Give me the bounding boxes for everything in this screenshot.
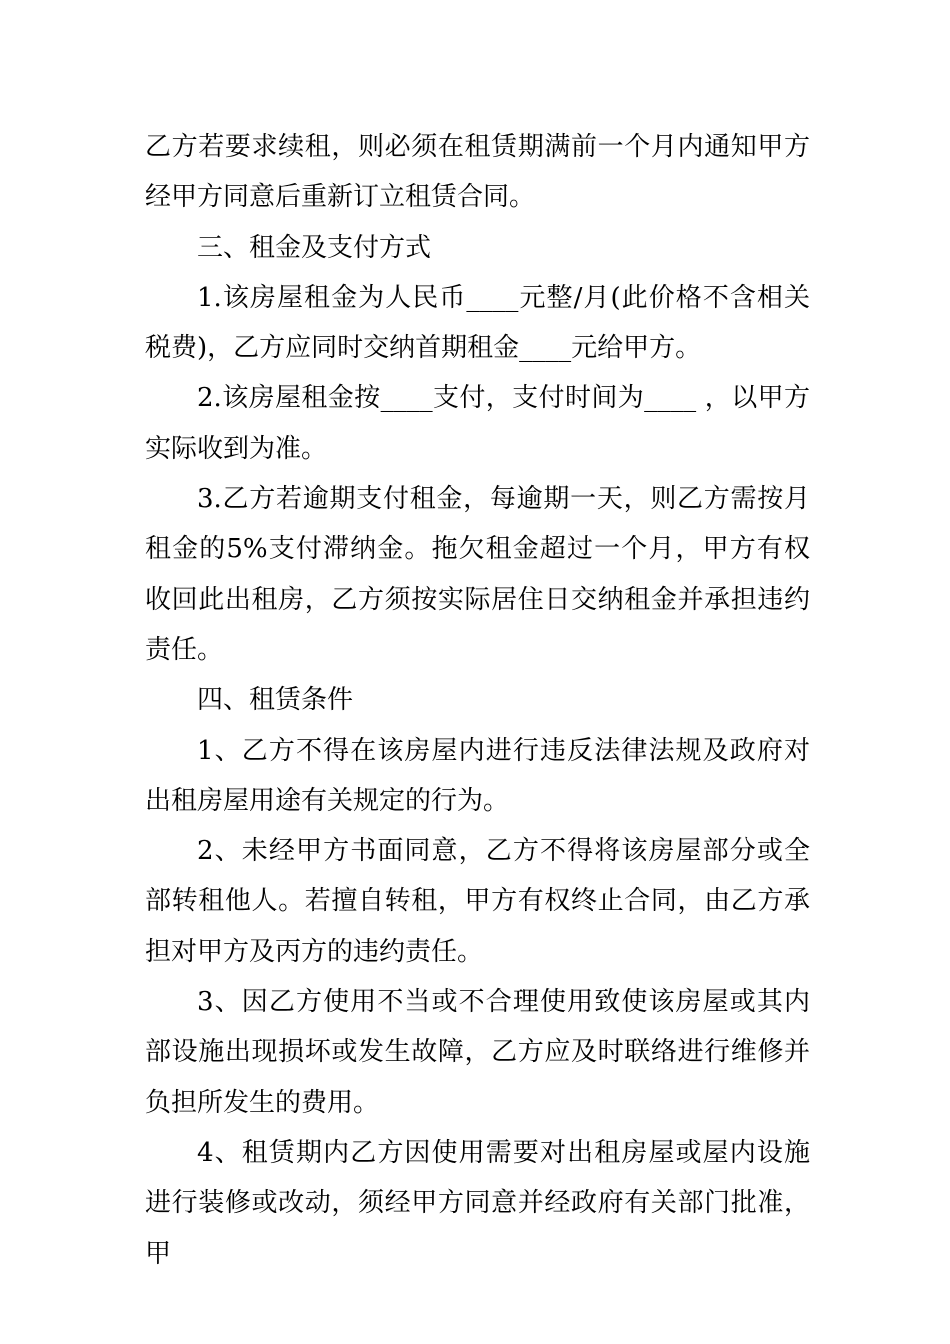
paragraph-condition-2: 2、未经甲方书面同意，乙方不得将该房屋部分或全部转租他人。若擅自转租，甲方有权终止合同，由乙方承担对甲方及丙方的违约责任。 bbox=[145, 836, 810, 967]
paragraph-rent-amount: 1.该房屋租金为人民币____元整/月(此价格不含相关税费)，乙方应同时交纳首期租金____元给甲方。 bbox=[145, 282, 810, 364]
paragraph-payment-schedule: 2.该房屋租金按____支付，支付时间为____ ，以甲方实际收到为准。 bbox=[145, 383, 810, 464]
paragraph-condition-1: 1、乙方不得在该房屋内进行违反法律法规及政府对出租房屋用途有关规定的行为。 bbox=[145, 735, 810, 816]
paragraph-condition-3: 3、因乙方使用不当或不合理使用致使该房屋或其内部设施出现损坏或发生故障，乙方应及时联络进行维修并负担所发生的费用。 bbox=[145, 987, 810, 1118]
section-heading-lease-conditions: 四、租赁条件 bbox=[197, 685, 354, 716]
section-heading-rent-payment: 三、租金及支付方式 bbox=[197, 232, 432, 263]
paragraph-condition-4: 4、租赁期内乙方因使用需要对出租房屋或屋内设施进行装修或改动，须经甲方同意并经政府有关部门批准，甲 bbox=[145, 1137, 810, 1269]
paragraph-late-fee: 3.乙方若逾期支付租金，每逾期一天，则乙方需按月租金的5%支付滞纳金。拖欠租金超过一个月，甲方有权收回此出租房，乙方须按实际居住日交纳租金并承担违约责任。 bbox=[145, 484, 810, 665]
document-body bbox=[145, 122, 810, 1279]
paragraph-renewal: 乙方若要求续租，则必须在租赁期满前一个月内通知甲方经甲方同意后重新订立租赁合同。 bbox=[145, 132, 810, 213]
